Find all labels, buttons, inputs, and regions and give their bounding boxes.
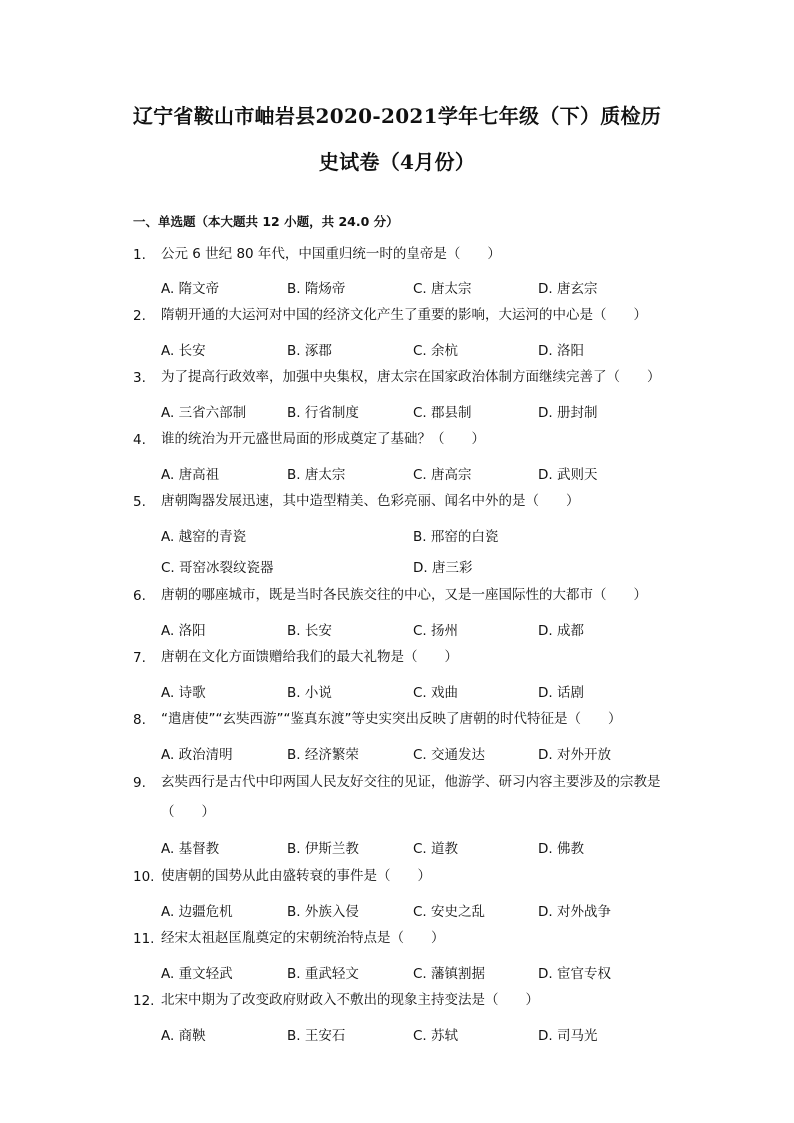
option-d[interactable]: D. 唐玄宗	[538, 281, 598, 297]
option-b[interactable]: B. 伊斯兰教	[287, 841, 359, 857]
option-a[interactable]: A. 越窑的青瓷	[161, 529, 247, 545]
option-b[interactable]: B. 小说	[287, 685, 332, 701]
options-7	[161, 681, 701, 699]
question-text: 唐朝在文化方面馈赠给我们的最大礼物是（ ）	[161, 649, 458, 665]
option-c[interactable]: C. 唐太宗	[413, 281, 472, 297]
option-d[interactable]: D. 佛教	[538, 841, 584, 857]
question-number: 3.	[133, 370, 146, 386]
section-heading: 一、单选题（本大题共 12 小题，共 24.0 分）	[133, 214, 399, 229]
question-text: 公元 6 世纪 80 年代，中国重归统一时的皇帝是（ ）	[161, 246, 501, 262]
option-d[interactable]: D. 唐三彩	[413, 560, 473, 576]
question-number: 2.	[133, 308, 146, 324]
option-a[interactable]: A. 三省六部制	[161, 405, 247, 421]
option-a[interactable]: A. 商鞅	[161, 1028, 206, 1044]
question-number: 8.	[133, 712, 146, 728]
options-9	[161, 837, 701, 855]
options-12	[161, 1024, 701, 1042]
question-1	[133, 247, 693, 265]
option-c[interactable]: C. 安史之乱	[413, 904, 486, 920]
option-c[interactable]: C. 余杭	[413, 343, 459, 359]
options-4	[161, 463, 701, 481]
option-d[interactable]: D. 武则天	[538, 467, 598, 483]
question-9	[133, 775, 693, 823]
option-d[interactable]: D. 话剧	[538, 685, 584, 701]
option-a[interactable]: A. 隋文帝	[161, 281, 220, 297]
question-10	[133, 869, 693, 887]
option-a[interactable]: A. 长安	[161, 343, 206, 359]
question-12	[133, 993, 693, 1011]
option-b[interactable]: B. 邢窑的白瓷	[413, 529, 499, 545]
options-2	[161, 339, 701, 357]
option-a[interactable]: A. 唐高祖	[161, 467, 220, 483]
question-3	[133, 370, 693, 388]
question-number: 9.	[133, 775, 146, 791]
question-text: 唐朝陶器发展迅速，其中造型精美、色彩亮丽、闻名中外的是（ ）	[161, 493, 580, 509]
question-text: 使唐朝的国势从此由盛转衰的事件是（ ）	[161, 868, 431, 884]
option-d[interactable]: D. 宦官专权	[538, 966, 611, 982]
option-d[interactable]: D. 洛阳	[538, 343, 584, 359]
option-d[interactable]: D. 成都	[538, 623, 584, 639]
option-c[interactable]: C. 唐高宗	[413, 467, 472, 483]
option-a[interactable]: A. 边疆危机	[161, 904, 233, 920]
question-text: 玄奘西行是古代中印两国人民友好交往的见证，他游学、研习内容主要涉及的宗教是（ ）	[161, 774, 661, 820]
question-11	[133, 931, 693, 949]
option-d[interactable]: D. 对外开放	[538, 747, 611, 763]
option-d[interactable]: D. 司马光	[538, 1028, 598, 1044]
option-b[interactable]: B. 行省制度	[287, 405, 359, 421]
question-text: 隋朝开通的大运河对中国的经济文化产生了重要的影响，大运河的中心是（ ）	[161, 307, 647, 323]
options-3	[161, 401, 701, 419]
option-b[interactable]: B. 唐太宗	[287, 467, 346, 483]
option-b[interactable]: B. 王安石	[287, 1028, 346, 1044]
options-8	[161, 743, 701, 761]
exam-title-line-2: 史试卷（4月份）	[318, 150, 476, 174]
question-4	[133, 432, 693, 450]
question-number: 12.	[133, 993, 155, 1009]
option-c[interactable]: C. 藩镇割据	[413, 966, 486, 982]
option-c[interactable]: C. 扬州	[413, 623, 459, 639]
question-number: 6.	[133, 588, 146, 604]
option-a[interactable]: A. 政治清明	[161, 747, 233, 763]
option-b[interactable]: B. 重武轻文	[287, 966, 359, 982]
exam-title-line-1: 辽宁省鞍山市岫岩县2020-2021学年七年级（下）质检历	[132, 104, 662, 128]
option-b[interactable]: B. 经济繁荣	[287, 747, 359, 763]
question-7	[133, 650, 693, 668]
option-c[interactable]: C. 道教	[413, 841, 459, 857]
question-2	[133, 308, 693, 326]
options-10	[161, 900, 701, 918]
option-a[interactable]: A. 诗歌	[161, 685, 206, 701]
option-c[interactable]: C. 交通发达	[413, 747, 486, 763]
option-d[interactable]: D. 册封制	[538, 405, 598, 421]
question-number: 1.	[133, 247, 146, 263]
options-6	[161, 619, 701, 637]
question-5	[133, 494, 693, 512]
option-b[interactable]: B. 长安	[287, 623, 332, 639]
option-c[interactable]: C. 戏曲	[413, 685, 459, 701]
question-text: “遣唐使”“玄奘西游”“鉴真东渡”等史实突出反映了唐朝的时代特征是（ ）	[161, 711, 622, 727]
option-b[interactable]: B. 外族入侵	[287, 904, 359, 920]
question-number: 10.	[133, 869, 155, 885]
question-6	[133, 588, 693, 606]
question-8	[133, 712, 693, 730]
option-b[interactable]: B. 隋炀帝	[287, 281, 346, 297]
options-5-row-1	[161, 525, 701, 543]
question-number: 4.	[133, 432, 146, 448]
question-text: 为了提高行政效率，加强中央集权，唐太宗在国家政治体制方面继续完善了（ ）	[161, 369, 661, 385]
question-text: 北宋中期为了改变政府财政入不敷出的现象主持变法是（ ）	[161, 992, 539, 1008]
option-b[interactable]: B. 涿郡	[287, 343, 332, 359]
question-text: 经宋太祖赵匡胤奠定的宋朝统治特点是（ ）	[161, 930, 445, 946]
options-5-row-2	[161, 556, 701, 574]
options-11	[161, 962, 701, 980]
option-a[interactable]: A. 重文轻武	[161, 966, 233, 982]
option-c[interactable]: C. 郡县制	[413, 405, 472, 421]
option-a[interactable]: A. 基督教	[161, 841, 220, 857]
question-number: 5.	[133, 494, 146, 510]
options-1	[161, 277, 701, 295]
option-a[interactable]: A. 洛阳	[161, 623, 206, 639]
option-c[interactable]: C. 苏轼	[413, 1028, 459, 1044]
question-text: 唐朝的哪座城市，既是当时各民族交往的中心，又是一座国际性的大都市（ ）	[161, 587, 647, 603]
question-text: 谁的统治为开元盛世局面的形成奠定了基础？（ ）	[161, 431, 485, 447]
option-c[interactable]: C. 哥窑冰裂纹瓷器	[161, 560, 274, 576]
question-number: 11.	[133, 931, 155, 947]
option-d[interactable]: D. 对外战争	[538, 904, 611, 920]
question-number: 7.	[133, 650, 146, 666]
